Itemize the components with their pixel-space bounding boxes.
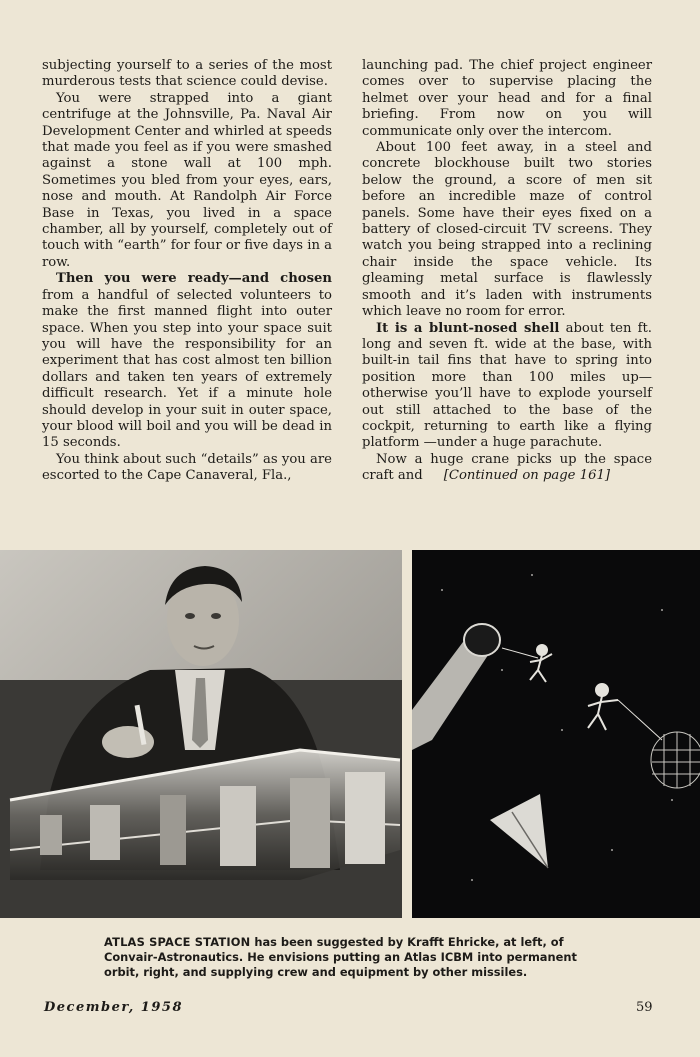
paragraph-lead: It is a blunt-nosed shell: [376, 320, 560, 336]
paragraph-text: from a handful of selected volunteers to make the first manned flight into outer space. When you step into your space suit you will have the responsibility for an experiment that has cost almost ten billion dollars and taken ten years of extremely difficult research. Yet if a minute hole should develop in your suit in outer space, your blood will boil and you will be dead in 15 seconds.: [42, 287, 332, 451]
photo-man-with-model: [0, 550, 402, 918]
photo-section: [0, 550, 700, 918]
continued-note: [Continued on page 161]: [443, 468, 610, 484]
paragraph: launching pad. The chief project engineer comes over to supervise placing the helmet over your head and for a final briefing. From now on you will communicate only over the intercom.: [362, 58, 652, 139]
footer-date: December, 1958: [44, 1000, 183, 1015]
paragraph: You think about such “details” as you are escorted to the Cape Canaveral, Fla.,: [42, 451, 332, 484]
paragraph: [42, 271, 332, 451]
paragraph-text: about ten ft. long and seven ft. wide at the base, with built-in tail fins that have to spring into position more than 100 miles up—otherwise you’ll have to explode yourself out still attached to the base of the cockpit, returning to earth like a flying platform —under a huge parachute.: [362, 320, 652, 451]
caption-text: has been suggested by Krafft Ehricke, at left, of Convair-Astronautics. He envisions putting an Atlas ICBM into permanent orbit, right, and supplying crew and equipment by other missiles.: [104, 935, 577, 979]
left-text-column: [42, 58, 332, 485]
photo-space-station-illustration: [412, 550, 700, 918]
photo-caption: [104, 935, 596, 980]
man-with-model-illustration: [0, 550, 402, 918]
paragraph: You were strapped into a giant centrifuge at the Johnsville, Pa. Naval Air Development Center and whirled at speeds that made you feel as if you were smashed against a stone wall at 100 mph. Sometimes you bled from your eyes, ears, nose and mouth. At Randolph Air Force Base in Texas, you lived in a space chamber, all by yourself, completely out of touch with “earth” for four or five days in a row.: [42, 90, 333, 270]
space-station-illustration: [412, 550, 700, 918]
paragraph: About 100 feet away, in a steel and concrete blockhouse built two stories below the ground, a score of men sit before an incredible maze of control panels. Some have their eyes fixed on a battery of closed-circuit TV screens. They watch you being strapped into a reclining chair inside the space vehicle. Its gleaming metal surface is flawlessly smooth and it’s laden with instruments which leave no room for error.: [362, 140, 652, 320]
paragraph: [362, 321, 652, 452]
right-text-column: [362, 58, 652, 485]
page-number: 59: [636, 1000, 653, 1015]
paragraph-lead: Then you were ready—and chosen: [56, 271, 332, 287]
paragraph: [362, 452, 652, 485]
paragraph-text: Now a huge crane picks up the space craft and: [362, 451, 652, 484]
caption-lead: ATLAS SPACE STATION: [104, 935, 251, 949]
paragraph: subjecting yourself to a series of the most murderous tests that science could devise.: [42, 58, 332, 90]
